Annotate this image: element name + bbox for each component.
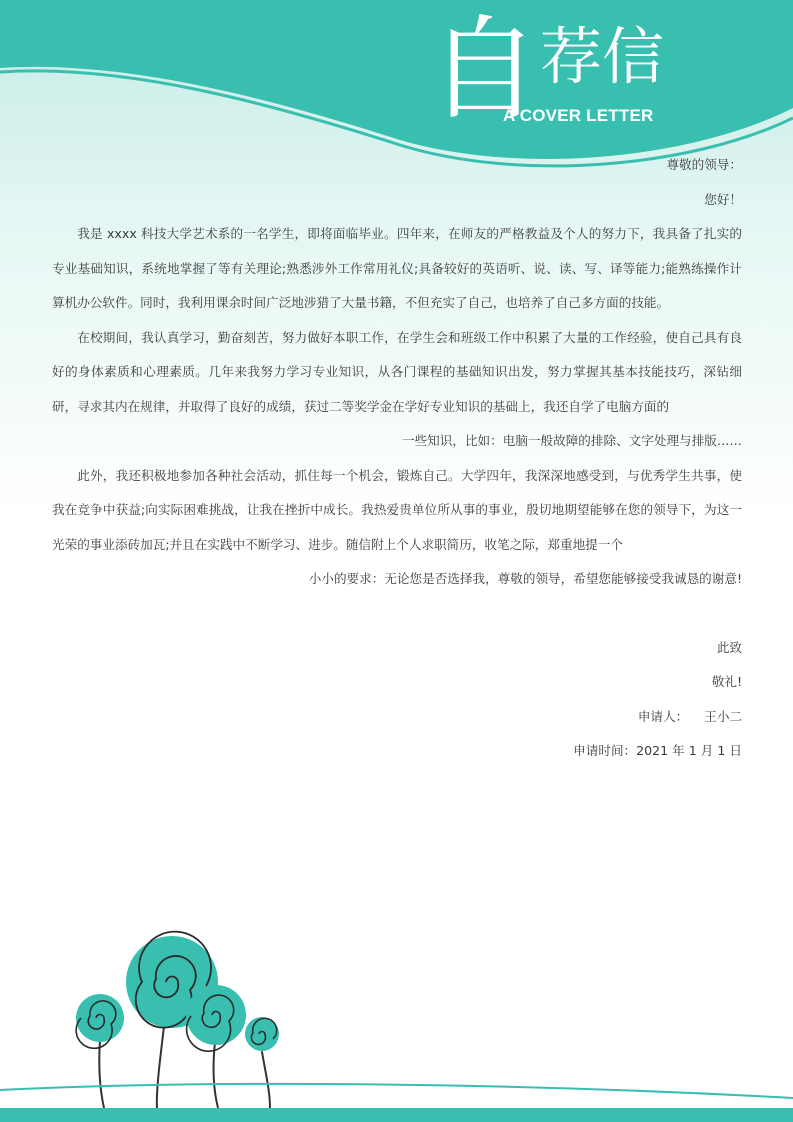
paragraph-1: 我是 xxxx 科技大学艺术系的一名学生，即将面临毕业。四年来，在师友的严格教益及个人的努力下，我具备了扎实的专业基础知识，系统地掌握了等有关理论;熟悉涉外工作常用礼仪;具备较好的英语听、说、读、写、译等能力;能熟练操作计算机办公软件。同时，我利用课余时间广泛地涉猎了大量书籍，不但充实了自己，也培养了自己多方面的技能。	[52, 226, 742, 310]
title-first-char: 自	[428, 5, 540, 135]
flower-small-right	[245, 1017, 279, 1051]
applicant-name: 王小二	[704, 708, 742, 724]
flower-stem	[262, 1052, 270, 1108]
flower-stem	[214, 1042, 218, 1108]
flower-stem	[157, 1018, 165, 1108]
closing-line-1: 此致	[716, 639, 742, 655]
paragraph-2-tail: 一些知识，比如：电脑一般故障的排除、文字处理与排版……	[401, 433, 742, 448]
applicant-label: 申请人：	[637, 708, 689, 724]
salutation: 尊敬的领导：	[666, 157, 742, 172]
flower-small-left	[76, 994, 124, 1048]
spacer	[52, 597, 742, 631]
footer-teal-band	[0, 1108, 793, 1122]
flower-decoration	[0, 900, 793, 1122]
applicant-line	[52, 700, 742, 735]
paragraph-3-tail: 小小的要求：无论您是否选择我，尊敬的领导，希望您能够接受我诚恳的谢意!	[308, 571, 742, 586]
letter-body	[52, 148, 742, 769]
closing-line-2: 敬礼!	[711, 674, 742, 689]
flower-medium	[186, 985, 246, 1051]
title-rest-chars: 荐信	[540, 20, 665, 93]
paragraph-2: 在校期间，我认真学习，勤奋刻苦，努力做好本职工作，在学生会和班级工作中积累了大量的工作经验，使自己具有良好的身体素质和心理素质。几年来我努力学习专业知识，从各门课程的基础知识出发，努力掌握其基本技能技巧，深钻细研，寻求其内在规律，并取得了良好的成绩，获过二等奖学金在学好专业知识的基础上，我还自学了电脑方面的	[52, 329, 742, 414]
date-line	[52, 734, 742, 769]
date-label: 申请时间：	[573, 743, 637, 758]
flower-stem	[99, 1040, 104, 1108]
date-value: 2021 年 1 月 1 日	[636, 743, 742, 758]
footer-wave-line	[0, 1084, 793, 1098]
paragraph-3: 此外，我还积极地参加各种社会活动，抓住每一个机会，锻炼自己。大学四年，我深深地感受到，与优秀学生共事，使我在竞争中获益;向实际困难挑战，让我在挫折中成长。我热爱贵单位所从事的事业，殷切地期望能够在您的领导下，为这一光荣的事业添砖加瓦;并且在实践中不断学习、进步。随信附上个人求职简历，收笔之际，郑重地提一个	[52, 467, 742, 552]
greeting: 您好！	[704, 191, 742, 207]
title-english: A COVER LETTER	[503, 106, 654, 125]
